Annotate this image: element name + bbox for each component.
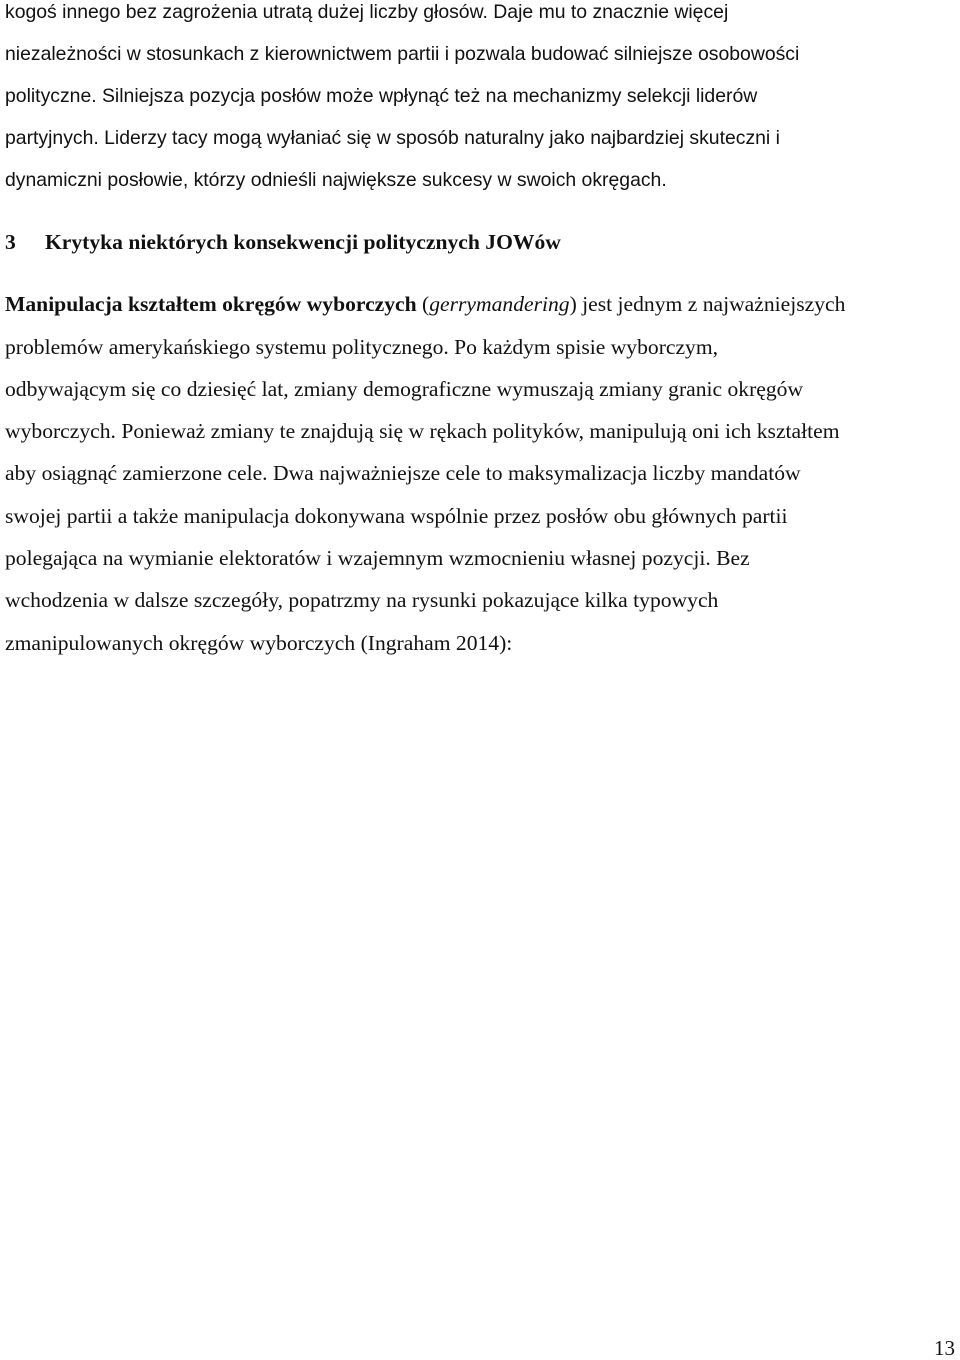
section-number: 3 bbox=[5, 230, 16, 254]
paragraph-2-line-1 bbox=[5, 292, 845, 316]
paragraph-2-line-5: aby osiągnąć zamierzone cele. Dwa najważniejsze cele to maksymalizacja liczby mandatów bbox=[5, 461, 801, 485]
paren-open: ( bbox=[416, 292, 430, 316]
bold-term: Manipulacja kształtem okręgów wyborczych bbox=[5, 292, 417, 316]
italic-term: gerrymandering bbox=[429, 292, 570, 316]
paragraph-1-line-5: dynamiczni posłowie, którzy odnieśli największe sukcesy w swoich okręgach. bbox=[5, 169, 667, 191]
paragraph-2-line-4: wyborczych. Ponieważ zmiany te znajdują się w rękach polityków, manipulują oni ich kształtem bbox=[5, 419, 840, 443]
paragraph-1-line-1: kogoś innego bez zagrożenia utratą dużej liczby głosów. Daje mu to znacznie więcej bbox=[5, 1, 729, 23]
paragraph-2-line-8: wchodzenia w dalsze szczegóły, popatrzmy na rysunki pokazujące kilka typowych bbox=[5, 588, 719, 612]
section-heading bbox=[5, 230, 561, 254]
paragraph-1-line-4: partyjnych. Liderzy tacy mogą wyłaniać się w sposób naturalny jako najbardziej skuteczni i bbox=[5, 127, 780, 149]
section-title: Krytyka niektórych konsekwencji politycznych JOWów bbox=[45, 230, 561, 254]
paragraph-1-line-3: polityczne. Silniejsza pozycja posłów może wpłynąć też na mechanizmy selekcji liderów bbox=[5, 85, 758, 107]
paragraph-2-line-3: odbywającym się co dziesięć lat, zmiany demograficzne wymuszają zmiany granic okręgów bbox=[5, 377, 804, 401]
paragraph-2-line-6: swojej partii a także manipulacja dokonywana wspólnie przez posłów obu głównych partii bbox=[5, 504, 788, 528]
paragraph-2-line-2: problemów amerykańskiego systemu politycznego. Po każdym spisie wyborczym, bbox=[5, 335, 719, 359]
first-line-rest: ) jest jednym z najważniejszych bbox=[569, 292, 846, 316]
paragraph-2-line-9: zmanipulowanych okręgów wyborczych (Ingraham 2014): bbox=[5, 631, 513, 655]
paragraph-1-line-2: niezależności w stosunkach z kierownictwem partii i pozwala budować silniejsze osobowości bbox=[5, 43, 800, 65]
paragraph-2-line-7: polegająca na wymianie elektoratów i wzajemnym wzmocnieniu własnej pozycji. Bez bbox=[5, 546, 750, 570]
page-number: 13 bbox=[934, 1336, 955, 1360]
